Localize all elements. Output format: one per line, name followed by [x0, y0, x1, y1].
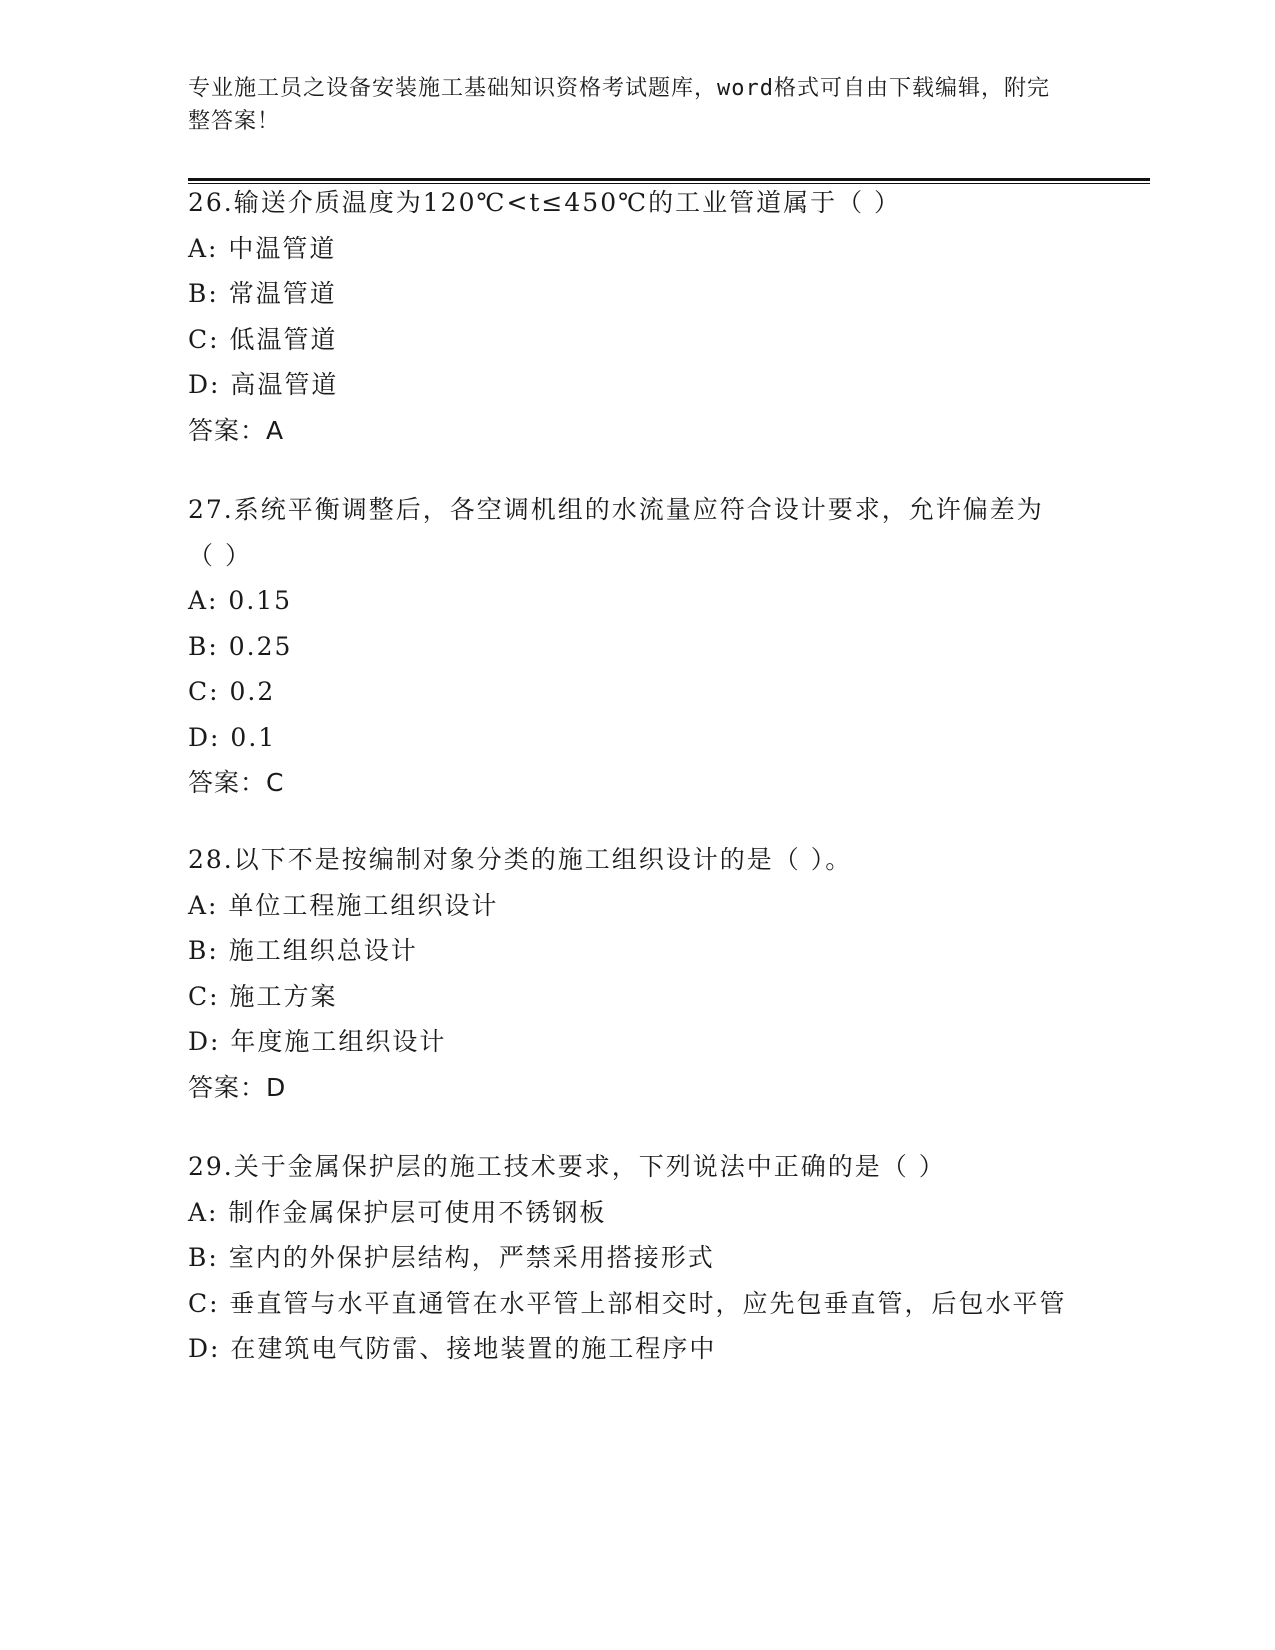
question-27	[188, 487, 1068, 806]
option-c: C: 低温管道	[188, 324, 338, 354]
option-b: B: 0.25	[188, 631, 293, 661]
option-c: C: 施工方案	[188, 981, 338, 1011]
option-d: D: 0.1	[188, 722, 277, 752]
document-header: 专业施工员之设备安装施工基础知识资格考试题库，word格式可自由下载编辑，附完整答案！	[188, 76, 1050, 134]
option-d: D: 在建筑电气防雷、接地装置的施工程序中	[188, 1334, 717, 1363]
option-c: C: 0.2	[188, 677, 276, 706]
question-stem: 29.关于金属保护层的施工技术要求，下列说法中正确的是（ ）	[188, 1152, 946, 1181]
option-a: A: 单位工程施工组织设计	[188, 890, 499, 920]
option-b: B: 室内的外保护层结构，严禁采用搭接形式	[188, 1243, 715, 1272]
option-b: B: 施工组织总设计	[188, 936, 418, 965]
question-29	[188, 1144, 1068, 1372]
option-d: D: 高温管道	[188, 370, 339, 399]
answer-line: 答案：D	[188, 1072, 287, 1102]
question-stem: 27.系统平衡调整后，各空调机组的水流量应符合设计要求，允许偏差为（ ）	[188, 495, 1044, 570]
option-a: A: 0.15	[188, 586, 293, 615]
question-26	[188, 180, 1068, 454]
option-c: C: 垂直管与水平直通管在水平管上部相交时，应先包垂直管，后包水平管	[188, 1288, 1067, 1318]
option-d: D: 年度施工组织设计	[188, 1027, 447, 1056]
question-stem: 26.输送介质温度为120℃<t≤450℃的工业管道属于（ ）	[188, 188, 902, 217]
option-b: B: 常温管道	[188, 279, 337, 308]
answer-line: 答案：C	[188, 768, 285, 797]
answer-line: 答案：A	[188, 415, 285, 445]
question-stem: 28.以下不是按编制对象分类的施工组织设计的是（ ）。	[188, 845, 853, 874]
question-28	[188, 837, 1068, 1111]
option-a: A: 制作金属保护层可使用不锈钢板	[188, 1197, 607, 1227]
option-a: A: 中温管道	[188, 233, 337, 263]
